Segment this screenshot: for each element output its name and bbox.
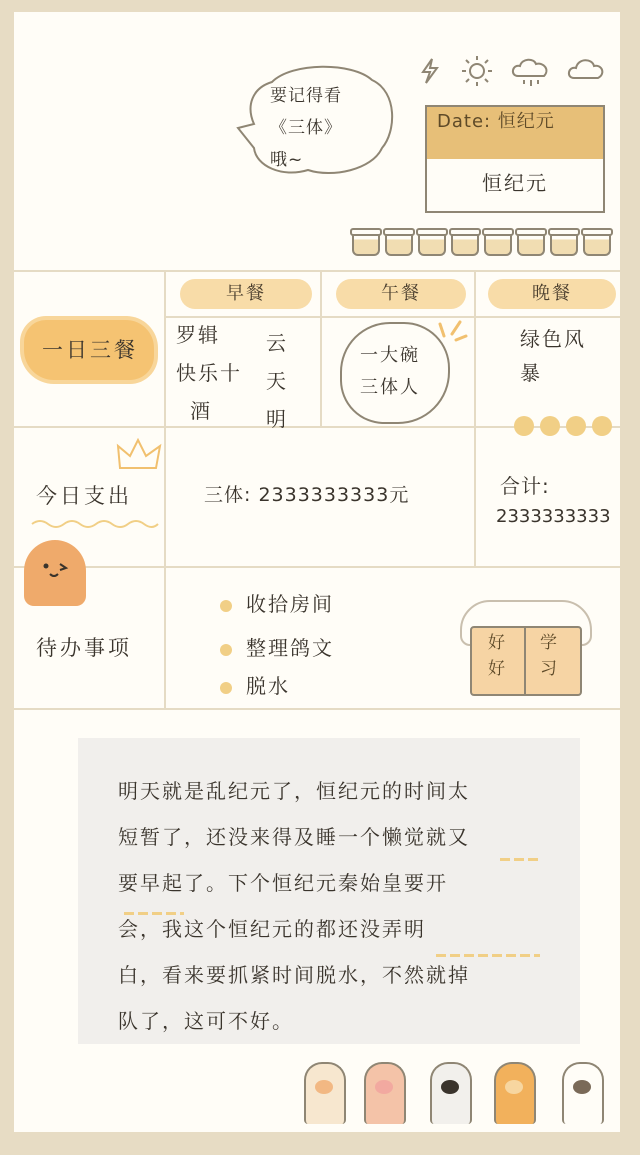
todo-item-label: 脱水: [246, 674, 290, 698]
note-line: 会，我这个恒纪元的都还没弄明: [118, 917, 426, 941]
expense-total-label: 合计:: [500, 474, 550, 498]
dashed-underline: [436, 954, 540, 957]
note-line: 明天就是乱纪元了，恒纪元的时间太: [118, 779, 470, 803]
bullet-icon: [220, 682, 232, 694]
date-box: [425, 105, 605, 213]
reminder-text: [270, 80, 380, 176]
breakfast-text: 明: [266, 407, 288, 431]
divider: [14, 270, 620, 272]
water-cup-icon: [418, 232, 446, 256]
note-line: 要早起了。下个恒纪元秦始皇要开: [118, 871, 448, 895]
lunch-line: 三体人: [360, 377, 420, 398]
crown-icon: [116, 438, 162, 474]
todo-section-label: 待办事项: [36, 636, 132, 660]
expenses-section-label: 今日支出: [36, 484, 132, 508]
breakfast-text: 天: [266, 369, 288, 393]
bullet-icon: [220, 644, 232, 656]
lunch-header: 午餐: [336, 279, 466, 309]
divider: [14, 566, 620, 568]
bullet-icon: [220, 600, 232, 612]
meals-section-label: 一日三餐: [42, 338, 138, 362]
water-cup-icon: [352, 232, 380, 256]
breakfast-header: 早餐: [180, 279, 312, 309]
book-icon: [470, 626, 582, 696]
water-cup-icon: [550, 232, 578, 256]
cloud-icon: [566, 56, 606, 82]
todo-item-label: 收拾房间: [246, 592, 334, 616]
lunch-line: 一大碗: [360, 345, 420, 366]
book-char: 学: [540, 633, 557, 653]
paw-icon: [364, 1062, 406, 1124]
dinner-header: 晚餐: [488, 279, 616, 309]
paw-icon: [562, 1062, 604, 1124]
divider: [474, 426, 476, 566]
note-line: 白，看来要抓紧时间脱水，不然就掉: [118, 963, 470, 987]
dashed-underline: [124, 912, 184, 915]
paw-icon: [430, 1062, 472, 1124]
water-cup-icon: [484, 232, 512, 256]
todo-item[interactable]: [220, 670, 290, 699]
breakfast-text: 云: [266, 331, 288, 355]
dinner-dots: [514, 416, 618, 440]
breakfast-col2: [266, 324, 296, 438]
divider: [320, 270, 322, 426]
todo-item-label: 整理鸽文: [246, 636, 334, 660]
reminder-line: 《三体》: [270, 118, 342, 138]
dinner-line: 绿色风: [520, 327, 586, 351]
water-cup-icon: [517, 232, 545, 256]
divider: [14, 708, 620, 710]
book-text-left: [488, 630, 505, 682]
expense-total-value: 2333333333: [496, 506, 611, 527]
dinner-line: 暴: [520, 361, 542, 385]
reminder-line: 哦~: [270, 150, 304, 170]
divider: [164, 270, 166, 708]
lunch-text: [360, 340, 450, 404]
ghost-icon: [24, 540, 86, 606]
date-value: 恒纪元: [482, 171, 548, 195]
sun-icon: [460, 54, 494, 88]
todo-item[interactable]: [220, 632, 334, 661]
todo-item[interactable]: [220, 588, 334, 617]
breakfast-col1: [176, 316, 256, 430]
reminder-line: 要记得看: [270, 86, 342, 106]
note-text: [118, 768, 548, 1044]
paw-icon: [304, 1062, 346, 1124]
dinner-text: [520, 322, 620, 390]
book-char: 好: [488, 659, 505, 679]
breakfast-text: 罗辑: [176, 323, 220, 347]
note-line: 队了，这可不好。: [118, 1009, 294, 1033]
expense-item: 三体: 2333333333元: [204, 484, 410, 506]
date-label: Date: 恒纪元: [437, 111, 555, 132]
breakfast-text: 快乐十: [176, 361, 242, 385]
book-text-right: [540, 630, 557, 682]
breakfast-text: 酒: [190, 399, 212, 423]
divider: [474, 270, 476, 426]
dashed-underline: [500, 858, 540, 861]
wavy-underline: [30, 516, 160, 530]
water-cup-icon: [451, 232, 479, 256]
lightning-icon: [420, 58, 440, 84]
book-char: 好: [488, 633, 505, 653]
book-char: 习: [540, 659, 557, 679]
note-line: 短暂了，还没来得及睡一个懒觉就又: [118, 825, 470, 849]
water-cup-icon: [385, 232, 413, 256]
paw-icon: [494, 1062, 536, 1124]
rain-cloud-icon: [510, 56, 552, 88]
water-cup-icon: [583, 232, 611, 256]
